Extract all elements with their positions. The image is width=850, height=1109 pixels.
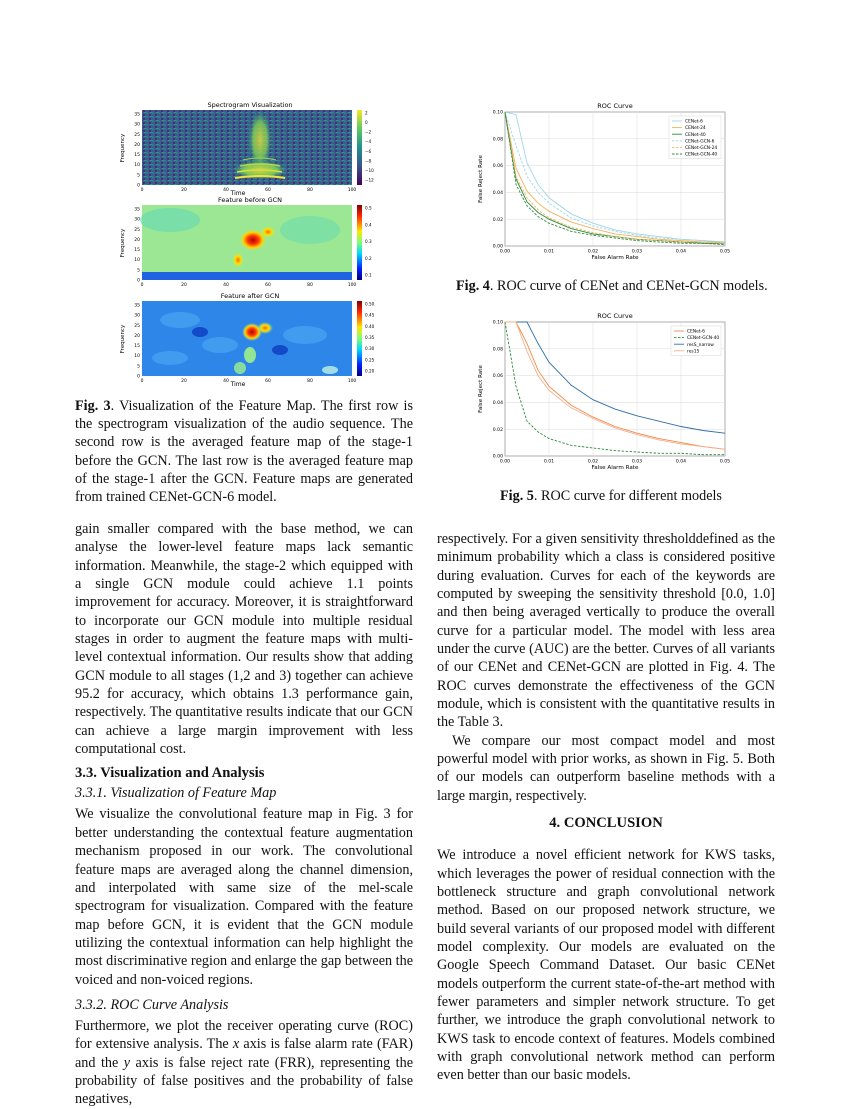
fig3-colorbar-tick: 0.50 [365, 301, 375, 307]
left-paragraph-3-part-a: Furthermore, we plot the receiver operating curve (ROC) for extensive analysis. The [75, 1017, 413, 1053]
figure-5-caption-label: Fig. 5 [500, 488, 534, 504]
figure-3-caption [75, 397, 413, 506]
fig3-colorbar-tick: −12 [365, 177, 374, 183]
feature-before-colorbar [357, 205, 362, 280]
chart-title: ROC Curve [597, 102, 633, 110]
right-paragraph-2: We compare our most compact model and most powerful model with prior works, as shown in Fig. 5. Both of our models can outperform baseline methods with a large margin, respectively. [437, 732, 775, 804]
fig3-colorbar-tick: 0.3 [365, 239, 372, 244]
fig3-colorbar-tick: 2 [365, 110, 368, 116]
fig3-ylabel-2: Frequency [120, 228, 126, 258]
fig3-xtick: 60 [265, 188, 271, 193]
fig3-colorbar-tick: 0 [365, 120, 368, 126]
fig3-ytick: 0 [137, 278, 140, 284]
fig3-xtick: 40 [223, 379, 229, 384]
fig3-ytick: 30 [134, 217, 140, 223]
fig3-ytick: 15 [134, 248, 140, 254]
figure-3 [110, 100, 380, 390]
fig3-colorbar-tick: 0.1 [365, 272, 372, 278]
y-tick-label: 0.10 [492, 110, 503, 116]
legend-label: CENet-GCN-24 [685, 146, 718, 151]
left-paragraph-3-part-c: axis is false reject rate (FRR), representing the probability of false positives and the probability of false negatives, [75, 1054, 413, 1108]
fig3-panel1-title: Spectrogram Visualization [207, 101, 293, 109]
fig3-ytick: 20 [134, 142, 140, 148]
fig3-ytick: 5 [137, 364, 140, 370]
fig3-ytick: 25 [134, 132, 140, 138]
fig3-xtick: 100 [347, 379, 357, 384]
legend [669, 116, 721, 159]
y-axis-label: False Reject Rate [478, 155, 484, 203]
fig3-ytick: 10 [134, 258, 140, 264]
right-paragraph-3: We introduce a novel efficient network for KWS tasks, which leverages the power of residual connection with the bottleneck structure and graph convolutional network method. Based on our proposed network structure, we build several variants of our proposed model with different model complexity. Our models are evaluated on the Google Speech Command Dataset. Our basic CENet models outperform the current state-of-the-art method with fewer parameters and simpler network structure. To get further, we introduce the graph convolutional network to KWS task to encode context of features. Models combined with graph convolutional network method can perform even better than our basic models. [437, 847, 775, 1084]
figure-4 [470, 100, 740, 275]
spectrogram-colorbar [357, 110, 362, 185]
figure-3-caption-label: Fig. 3 [75, 398, 111, 414]
legend-label: resS_narrow [687, 342, 714, 348]
fig3-ytick: 15 [134, 344, 140, 350]
fig3-ylabel-3: Frequency [120, 324, 126, 354]
fig3-xtick: 100 [347, 283, 357, 288]
x-tick-label: 0.05 [719, 249, 731, 255]
fig3-xtick: 100 [347, 188, 357, 193]
figure-5-caption [500, 487, 760, 505]
fig3-panel3-title: Feature after GCN [220, 292, 280, 300]
fig3-xtick: 80 [307, 188, 313, 193]
fig3-colorbar-tick: 0.35 [365, 335, 375, 340]
legend-label: CENet-6 [687, 329, 705, 335]
fig3-colorbar-tick: −8 [365, 158, 372, 164]
fig3-colorbar-tick: −4 [365, 139, 372, 145]
fig3-xtick: 80 [307, 283, 313, 288]
x-axis-label: False Alarm Rate [591, 465, 639, 471]
x-tick-label: 0.04 [675, 249, 687, 255]
fig3-ytick: 10 [134, 354, 140, 360]
figure-3-svg [110, 100, 380, 390]
y-tick-label: 0.02 [492, 427, 503, 433]
fig3-ytick: 10 [134, 163, 140, 169]
y-tick-label: 0.02 [492, 217, 503, 223]
x-symbol: x [232, 1036, 240, 1053]
chart-title: ROC Curve [597, 312, 633, 320]
fig3-ytick: 5 [137, 173, 140, 179]
fig3-xtick: 60 [265, 283, 271, 288]
fig3-colorbar-tick: 0.40 [365, 323, 375, 329]
fig3-ytick: 30 [134, 122, 140, 128]
fig3-xtick: 40 [223, 188, 229, 193]
y-tick-label: 0.08 [492, 347, 503, 353]
fig3-ytick: 20 [134, 237, 140, 243]
legend-label: CENet-GCN-40 [685, 152, 718, 158]
x-tick-label: 0.04 [675, 459, 687, 465]
fig3-colorbar-tick: 0.25 [365, 357, 375, 363]
fig3-ylabel-1: Frequency [120, 133, 126, 163]
legend-label: CENet-6 [685, 119, 703, 125]
y-tick-label: 0.10 [492, 320, 503, 326]
legend-label: CENet-GCN-6 [685, 139, 715, 145]
fig3-colorbar-tick: 0.2 [365, 255, 372, 261]
fig3-ytick: 15 [134, 153, 140, 159]
x-tick-label: 0.01 [543, 459, 555, 465]
figure-4-roc-chart [470, 100, 740, 275]
figure-5 [470, 310, 740, 485]
feature-before-gcn-regions [140, 205, 352, 280]
x-tick-label: 0.02 [587, 249, 599, 255]
x-tick-label: 0.05 [719, 459, 731, 465]
section-3-3-1-heading: 3.3.1. Visualization of Feature Map [75, 785, 277, 802]
y-tick-label: 0.00 [492, 454, 503, 460]
y-symbol: y [123, 1054, 131, 1071]
feature-after-colorbar [357, 301, 362, 376]
right-column [437, 530, 775, 1085]
fig3-xtick: 0 [140, 379, 144, 384]
legend-label: CENet-24 [685, 126, 706, 132]
fig3-colorbar-tick: 0.5 [365, 205, 372, 211]
fig3-xtick: 0 [140, 188, 144, 193]
figure-4-caption [456, 277, 776, 295]
figure-4-caption-text: . ROC curve of CENet and CENet-GCN models. [489, 278, 768, 294]
x-tick-label: 0.00 [499, 459, 511, 465]
fig3-ytick: 20 [134, 333, 140, 339]
y-axis-label: False Reject Rate [478, 365, 484, 413]
x-tick-label: 0.01 [543, 249, 555, 255]
x-axis-label: False Alarm Rate [591, 255, 639, 261]
figure-5-roc-chart [470, 310, 740, 485]
fig3-ytick: 25 [134, 227, 140, 233]
fig3-colorbar-tick: 0.4 [365, 222, 372, 228]
y-tick-label: 0.08 [492, 137, 503, 143]
fig3-xtick: 0 [140, 283, 144, 288]
fig3-xlabel-1: Time [230, 190, 246, 197]
fig3-colorbar-tick: −10 [365, 167, 374, 173]
left-paragraph-3 [75, 1017, 413, 1109]
section-3-3-2-heading: 3.3.2. ROC Curve Analysis [75, 996, 229, 1013]
fig3-xtick: 60 [265, 379, 271, 384]
section-4-heading: 4. CONCLUSION [549, 815, 663, 832]
x-tick-label: 0.03 [631, 459, 643, 465]
figure-3-caption-text: . Visualization of the Feature Map. The first row is the spectrogram visualization of the audio sequence. The second row is the averaged feature map of the stage-1 before the GCN. The last row is the averaged feature map of the stage-1 after the GCN. Feature maps are generated from trained CENet-GCN-6 model. [75, 398, 414, 506]
fig3-colorbar-tick: 0.30 [365, 346, 375, 352]
fig3-ytick: 0 [137, 374, 140, 380]
left-column [75, 520, 413, 1109]
right-paragraph-1: respectively. For a given sensitivity thresholddefined as the minimum probability which a class is considered positive during evaluation. Curves for each of the keywords are computed by sweeping the sensitivity threshold [0.0, 1.0] and then being averaged vertically to produce the overall curve for a particular model. The model with less area under the curve (AUC) are the better. Curves of all variants of our CENet and CENet-GCN are plotted in Fig. 4. The ROC curves demonstrate the effectiveness of the GCN module, which is consistent with the quantitative results in the Table 3. [437, 531, 775, 731]
y-tick-label: 0.04 [492, 191, 503, 196]
legend-label: CENet-40 [685, 132, 706, 138]
fig3-colorbar-tick: −2 [365, 129, 372, 135]
fig3-xlabel-3: Time [230, 381, 246, 388]
fig3-xtick: 20 [181, 188, 187, 193]
fig3-ytick: 25 [134, 323, 140, 329]
legend-label: CENet-GCN-40 [687, 336, 720, 342]
y-tick-label: 0.00 [492, 244, 503, 250]
fig3-ytick: 35 [134, 207, 140, 213]
legend-label: res15 [687, 349, 700, 355]
section-3-3-heading: 3.3. Visualization and Analysis [75, 765, 265, 782]
fig3-panel2-title: Feature before GCN [217, 196, 283, 204]
fig3-xtick: 20 [181, 283, 187, 288]
fig3-ytick: 0 [137, 183, 140, 189]
left-paragraph-1: gain smaller compared with the base method, we can analyse the lower-level feature maps lack semantic information. Meanwhile, the stage-2 which equipped with a single GCN module could achieve 1.1 points improvement for accuracy. Moreover, it is straightforward to incorporate our GCN module into multiple residual stages in order to augment the feature maps with multi-level contextual information. Our results show that adding GCN module to all stages (1,2 and 3) together can achieve 95.2 for accuracy, which obtains 1.3 performance gain, respectively. The quantitative results indicate that our GCN can achieve a large margin improvement with less computational cost. [75, 521, 413, 758]
fig3-colorbar-tick: −6 [365, 148, 372, 154]
y-tick-label: 0.06 [492, 374, 503, 380]
fig3-colorbar-tick: 0.45 [365, 312, 375, 318]
legend [671, 326, 721, 355]
fig3-ytick: 35 [134, 112, 140, 118]
fig3-ytick: 35 [134, 303, 140, 309]
fig3-xtick: 40 [223, 283, 229, 288]
fig3-xtick: 80 [307, 379, 313, 384]
left-paragraph-3-part-b: axis is false alarm rate (FAR) and the [75, 1036, 413, 1071]
x-tick-label: 0.02 [587, 459, 599, 465]
x-tick-label: 0.03 [631, 249, 643, 255]
fig3-ytick: 5 [137, 268, 140, 274]
y-tick-label: 0.04 [492, 401, 503, 406]
left-paragraph-2: We visualize the convolutional feature map in Fig. 3 for better understanding the contextual feature augmentation mechanism proposed in our work. The convolutional feature maps are averaged along the channel dimension, and interpolated with same size of the mel-scale spectrogram for visualization. Compared with the feature map before GCN, it is evident that the GCN module utilizing the contextual information can help highlight the most discriminative region and enlarge the gap between the voiced and non-voiced regions. [75, 806, 413, 988]
x-tick-label: 0.00 [499, 249, 511, 255]
figure-5-caption-text: . ROC curve for different models [533, 488, 722, 504]
fig3-xtick: 20 [181, 379, 187, 384]
fig3-ytick: 30 [134, 313, 140, 319]
fig3-colorbar-tick: 0.20 [365, 368, 375, 374]
figure-4-caption-label: Fig. 4 [456, 278, 490, 294]
y-tick-label: 0.06 [492, 164, 503, 170]
